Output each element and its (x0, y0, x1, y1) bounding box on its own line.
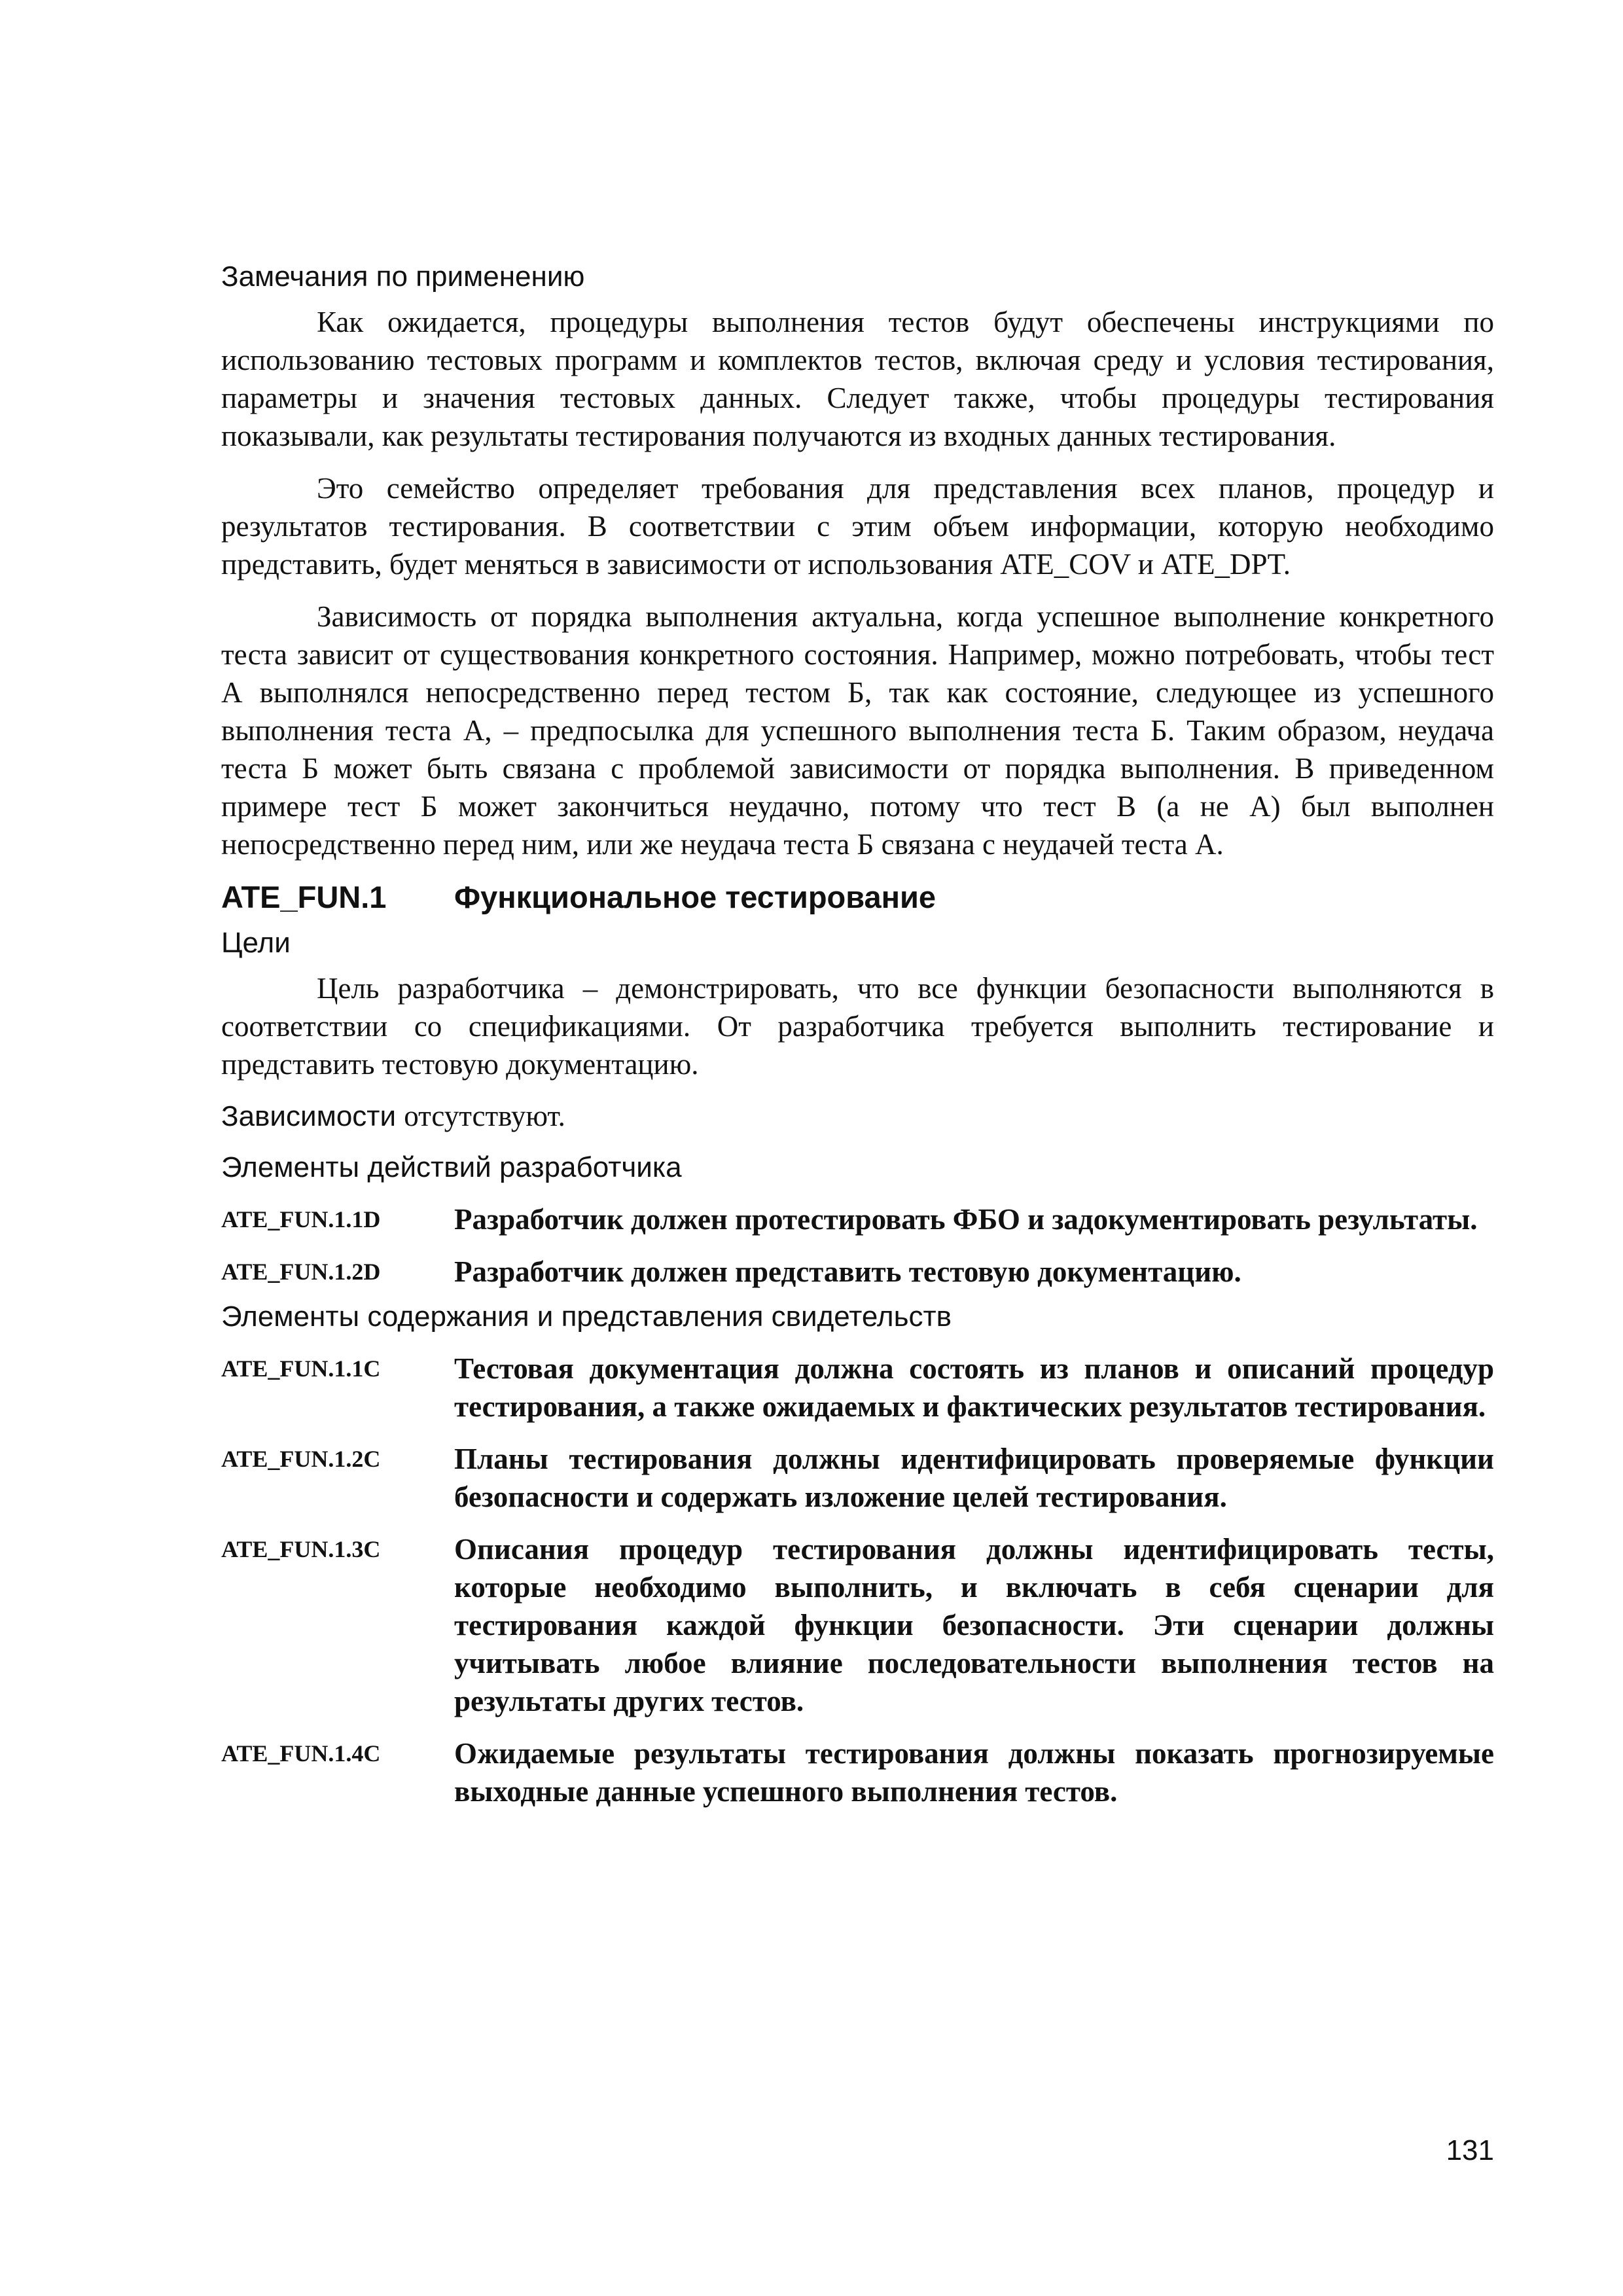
element-code: ATE_FUN.1.3C (221, 1536, 381, 1562)
content-presentation-element (221, 1350, 1494, 1426)
dependencies-text: отсутствуют. (404, 1100, 565, 1132)
application-notes-paragraph-3: Зависимость от порядка выполнения актуальна, когда успешное выполнение конкретного теста зависит от существования конкретного состояния. Например, можно потребовать, чтобы тест А выполнялся непосредственно перед тестом Б, так как состояние, следующее из успешного выполнения теста А, – предпосылка для успешного выполнения теста Б. Таким образом, неудача теста Б может быть связана с проблемой зависимости от порядка выполнения. В приведенном примере тест Б может закончиться неудачно, потому что тест В (а не А) был выполнен непосредственно перед ним, или же неудача теста Б связана с неудачей теста А. (221, 600, 1494, 861)
element-text: Тестовая документация должна состоять из планов и описаний процедур тестирования, а также ожидаемых и фактических результатов тестирования. (454, 1352, 1494, 1423)
dependencies-heading: Зависимости (221, 1100, 397, 1132)
content-presentation-heading: Элементы содержания и представления свидетельств (221, 1300, 952, 1333)
element-code: ATE_FUN.1.1C (221, 1355, 381, 1382)
element-text: Планы тестирования должны идентифицировать проверяемые функции безопасности и содержать изложение целей тестирования. (454, 1443, 1494, 1513)
element-code: ATE_FUN.1.2D (221, 1259, 381, 1285)
content-presentation-element (221, 1440, 1494, 1516)
element-code: ATE_FUN.1.2C (221, 1446, 381, 1472)
element-text: Разработчик должен протестировать ФБО и задокументировать результаты. (454, 1203, 1478, 1236)
application-notes-paragraph-1: Как ожидается, процедуры выполнения тестов будут обеспечены инструкциями по использованию тестовых программ и комплектов тестов, включая среду и условия тестирования, параметры и значения тестовых данных. Следует также, чтобы процедуры тестирования показывали, как результаты тестирования получаются из входных данных тестирования. (221, 306, 1494, 452)
developer-action-element (221, 1200, 1494, 1238)
developer-action-element (221, 1253, 1494, 1291)
developer-action-heading: Элементы действий разработчика (221, 1151, 682, 1183)
objectives-text: Цель разработчика – демонстрировать, что все функции безопасности выполняются в соответствии со спецификациями. От разработчика требуется выполнить тестирование и представить тестовую документацию. (221, 972, 1494, 1081)
element-text: Ожидаемые результаты тестирования должны показать прогнозируемые выходные данные успешного выполнения тестов. (454, 1737, 1494, 1808)
element-text: Разработчик должен представить тестовую документацию. (454, 1255, 1241, 1288)
application-notes-heading: Замечания по применению (221, 260, 585, 293)
element-code: ATE_FUN.1.1D (221, 1206, 381, 1232)
page-content (221, 259, 1494, 1810)
component-title: Функциональное тестирование (454, 880, 936, 914)
content-presentation-element (221, 1530, 1494, 1720)
component-code: ATE_FUN.1 (221, 880, 387, 914)
component-heading (221, 878, 1494, 917)
application-notes-paragraph-2: Это семейство определяет требования для представления всех планов, процедур и результатов тестирования. В соответствии с этим объем информации, которую необходимо представить, будет меняться в зависимости от использования ATE_COV и ATE_DPT. (221, 472, 1494, 581)
objectives-heading: Цели (221, 927, 291, 959)
element-text: Описания процедур тестирования должны идентифицировать тесты, которые необходимо выполнить, и включать в себя сценарии для тестирования каждой функции безопасности. Эти сценарии должны учитывать любое влияние последовательности выполнения тестов на результаты других тестов. (454, 1533, 1494, 1717)
dependencies-line (221, 1098, 1494, 1135)
page-number: 131 (1446, 2134, 1494, 2166)
element-code: ATE_FUN.1.4C (221, 1740, 381, 1767)
content-presentation-element (221, 1734, 1494, 1810)
